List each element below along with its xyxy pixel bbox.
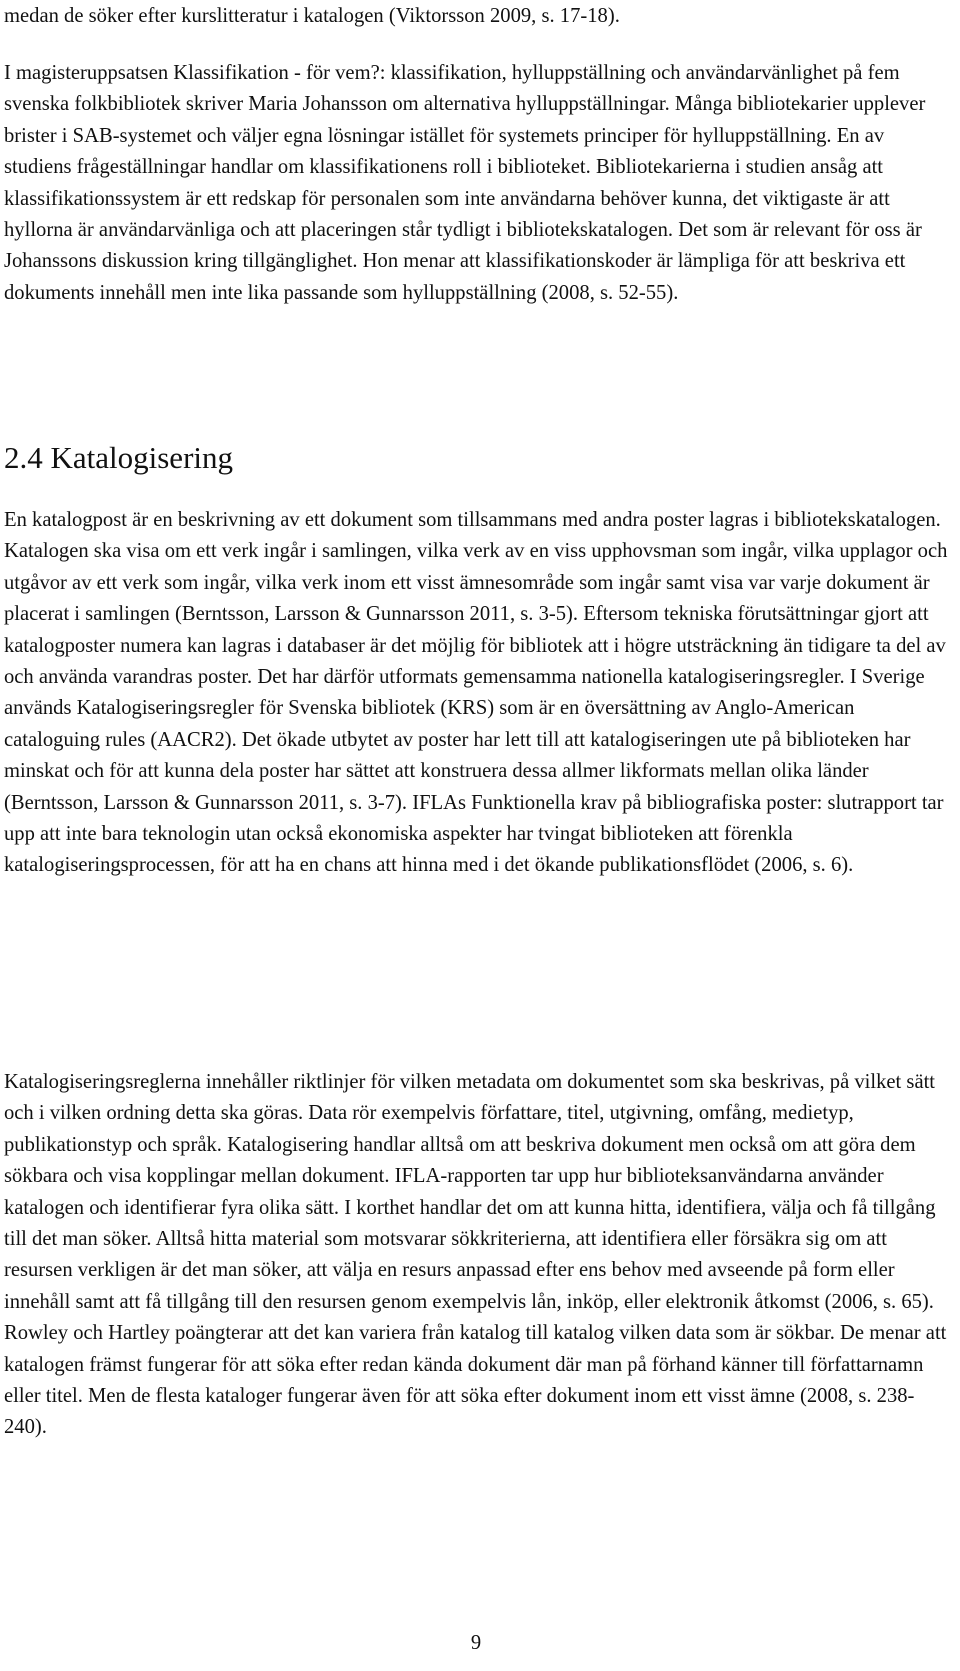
body-paragraph: En katalogpost är en beskrivning av ett dokument som tillsammans med andra poster lagras i bibliotekskatalogen. Katalogen ska visa om ett verk ingår i samlingen, vilka verk av en viss upphovsman som ingår, vilka upplagor och utgåvor av ett verk som ingår, vilka verk inom ett visst ämnesområde som ingår samt visa var varje dokument är placerat i samlingen (Berntsson, Larsson & Gunnarsson 2011, s. 3-5). Eftersom tekniska förutsättningar gjort att katalogposter numera kan lagras i databaser är det möjlig för bibliotek att i högre utsträckning än tidigare ta del av och använda varandras poster. Det har därför utformats gemensamma nationella katalogiseringsregler. I Sverige används Katalogiseringsregler för Svenska bibliotek (KRS) som är en översättning av Anglo-American cataloguing rules (AACR2). Det ökade utbytet av poster har lett till att katalogiseringen ute på biblioteken har minskat och för att kunna dela poster har sättet att konstruera dessa allmer likformats mellan olika länder (Berntsson, Larsson & Gunnarsson 2011, s. 3-7). IFLAs Funktionella krav på bibliografiska poster: slutrapport tar upp att inte bara teknologin utan också ekonomiska aspekter har tvingat biblioteken att förenkla katalogiseringsprocessen, för att ha en chans att hinna med i det ökande publikationsflödet (2006, s. 6). <box>4 509 948 877</box>
section-heading: 2.4 Katalogisering <box>4 440 234 475</box>
body-paragraph: medan de söker efter kurslitteratur i katalogen (Viktorsson 2009, s. 17-18). <box>4 5 620 27</box>
body-paragraph: Katalogiseringsreglerna innehåller riktlinjer för vilken metadata om dokumentet som ska beskrivas, på vilket sätt och i vilken ordning detta ska göras. Data rör exempelvis författare, titel, utgivning, omfång, medietyp, publikationstyp och språk. Katalogisering handlar alltså om att beskriva dokument men också om att göra dem sökbara och visa kopplingar mellan dokument. IFLA-rapporten tar upp hur biblioteksanvändarna använder katalogen och identifierar fyra olika sätt. I korthet handlar det om att kunna hitta, identifiera, välja och få tillgång till det man söker. Alltså hitta material som motsvarar sökkriterierna, att identifiera eller försäkra sig om att resursen verkligen är det man söker, att välja en resurs anpassad efter ens behov med avseende på form eller innehåll samt att få tillgång till den resursen genom exempelvis lån, inköp, eller elektronik åtkomst (2006, s. 65). Rowley och Hartley poängterar att det kan variera från katalog till katalog vilken data som är sökbar. De menar att katalogen främst fungerar för att söka efter redan kända dokument där man på förhand känner till författarnamn eller titel. Men de flesta kataloger fungerar även för att söka efter dokument inom ett visst ämne (2008, s. 238-240). <box>4 1071 947 1439</box>
page-number: 9 <box>470 1632 482 1654</box>
body-paragraph: I magisteruppsatsen Klassifikation - för vem?: klassifikation, hylluppställning och användarvänlighet på fem svenska folkbibliotek skriver Maria Johansson om alternativa hylluppställningar. Många bibliotekarier upplever brister i SAB-systemet och väljer egna lösningar istället för systemets principer för hylluppställning. En av studiens frågeställningar handlar om klassifikationens roll i biblioteket. Bibliotekarierna i studien ansåg att klassifikationssystem är ett redskap för personalen som inte användarna behöver kunna, det viktigaste är att hyllorna är användarvänliga och att placeringen står tydligt i bibliotekskatalogen. Det som är relevant för oss är Johanssons diskussion kring tillgänglighet. Hon menar att klassifikationskoder är lämpliga för att beskriva ett dokuments innehåll men inte lika passande som hylluppställning (2008, s. 52-55). <box>4 62 926 304</box>
